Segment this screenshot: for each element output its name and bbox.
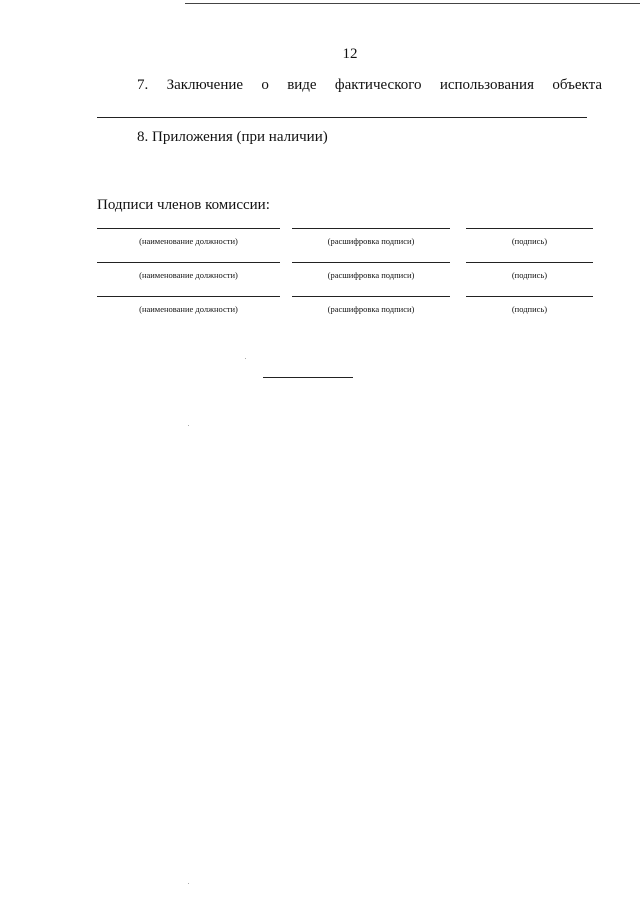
end-of-document-line — [263, 377, 353, 378]
signatures-heading: Подписи членов комиссии: — [97, 197, 270, 213]
section-7-word: виде — [287, 77, 317, 93]
top-scan-border — [185, 3, 640, 4]
section-7-word: использования — [439, 77, 534, 93]
scan-speck — [188, 883, 189, 884]
section-7-word: фактического — [334, 77, 422, 93]
decode-caption: (расшифровка подписи) — [292, 296, 450, 314]
section-7-word: 7. — [137, 77, 149, 93]
sign-caption: (подпись) — [466, 296, 593, 314]
position-caption: (наименование должности) — [97, 228, 280, 246]
decode-caption: (расшифровка подписи) — [292, 228, 450, 246]
section-7-word: о — [261, 77, 269, 93]
decode-caption: (расшифровка подписи) — [292, 262, 450, 280]
section-7-word: Заключение — [166, 77, 244, 93]
position-caption: (наименование должности) — [97, 296, 280, 314]
scan-speck — [188, 425, 189, 426]
signature-row — [0, 296, 640, 326]
position-caption: (наименование должности) — [97, 262, 280, 280]
section-7-word: объекта — [552, 77, 602, 93]
section-7-conclusion — [137, 77, 602, 94]
sign-caption: (подпись) — [466, 228, 593, 246]
section-7-fill-line — [97, 117, 587, 118]
page-number: 12 — [342, 46, 358, 62]
signature-row — [0, 262, 640, 292]
sign-caption: (подпись) — [466, 262, 593, 280]
scan-speck — [245, 358, 246, 359]
signature-row — [0, 228, 640, 258]
section-8-attachments: 8. Приложения (при наличии) — [137, 129, 328, 145]
